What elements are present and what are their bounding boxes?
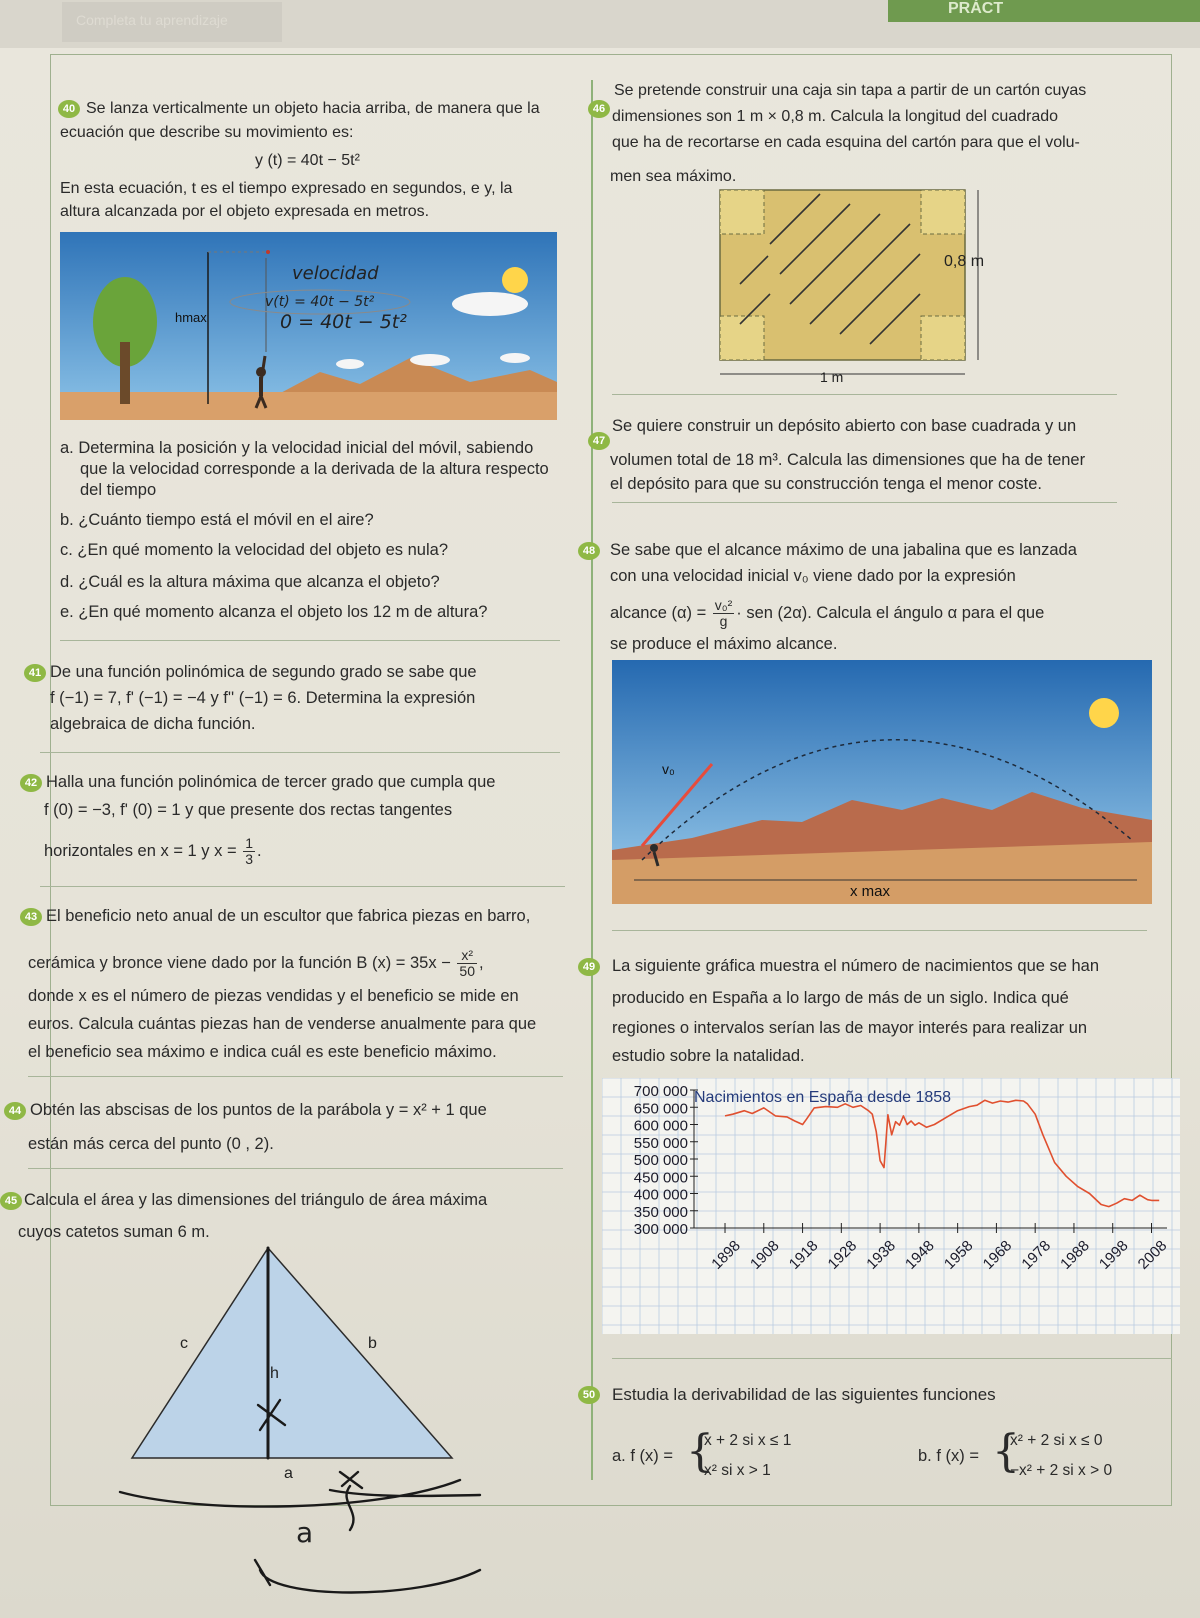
ex50-number-badge: 50 — [578, 1386, 600, 1404]
ex48-line3-text: alcance (α) = — [610, 603, 711, 622]
ex43-fraction — [457, 948, 477, 979]
ex40-line2: ecuación que describe su movimiento es: — [60, 124, 354, 141]
ex42-line2: f (0) = −3, f' (0) = 1 y que presente dos rectas tangentes — [44, 801, 453, 819]
ex50-a-label: a. f (x) = — [612, 1447, 673, 1465]
ex43-frac-den: 50 — [459, 963, 475, 979]
ex40-b: b. ¿Cuánto tiempo está el móvil en el aire? — [60, 511, 374, 529]
ex40-line4: altura alcanzada por el objeto expresada en metros. — [60, 203, 430, 220]
ex49-line1: La siguiente gráfica muestra el número de nacimientos que se han — [612, 957, 1100, 975]
ex43-line5: el beneficio sea máximo e indica cuál es este beneficio máximo. — [28, 1043, 497, 1061]
column-divider — [591, 80, 593, 1480]
ex50-a-brace: { — [686, 1426, 714, 1477]
chart-title: Nacimientos en España desde 1858 — [694, 1089, 952, 1106]
ex45-number-badge: 45 — [0, 1192, 22, 1210]
x-tick-label: 1918 — [785, 1237, 822, 1273]
divider — [612, 1358, 1172, 1359]
ex45-triangle-figure — [100, 1240, 580, 1610]
header-tab: PRÁCT — [888, 0, 1200, 22]
x-tick-label: 1978 — [1018, 1237, 1055, 1273]
y-tick-label: 300 000 — [633, 1221, 688, 1238]
ex40-number-badge: 40 — [58, 100, 80, 118]
ex40-illustration-svg — [60, 232, 557, 420]
ex50-b-row1: x² + 2 si x ≤ 0 — [1010, 1432, 1103, 1449]
ex50-b-label: b. f (x) = — [918, 1447, 979, 1465]
handwritten-a: a — [296, 1516, 314, 1549]
y-tick-label: 600 000 — [633, 1117, 688, 1135]
ex40-equation: y (t) = 40t − 5t² — [255, 152, 360, 169]
divider — [612, 930, 1147, 931]
ex48-frac-den: g — [719, 613, 728, 629]
ex50-title: Estudia la derivabilidad de las siguientes funciones — [612, 1385, 996, 1404]
ex44-line2: están más cerca del punto (0 , 2). — [28, 1135, 274, 1153]
ex43-line1: El beneficio neto anual de un escultor que fabrica piezas en barro, — [46, 907, 531, 925]
handwritten-curves — [120, 1480, 480, 1507]
dim-width-label: 1 m — [820, 369, 844, 384]
x-tick-label: 1928 — [824, 1237, 861, 1273]
ex41-line2: f (−1) = 7, f' (−1) = −4 y f'' (−1) = 6. Determina la expresión — [50, 689, 476, 707]
ex49-number-badge: 49 — [578, 958, 600, 976]
handwritten-word: velocidad — [292, 263, 379, 284]
ex47-line2: volumen total de 18 m³. Calcula las dimensiones que ha de tener — [610, 451, 1086, 469]
divider — [28, 1168, 563, 1169]
ex50-b-brace: { — [992, 1426, 1020, 1477]
ex43-frac-num: x² — [457, 948, 477, 964]
ex42-line3-text: horizontales en x = 1 y x = — [44, 841, 242, 860]
ex46-line1: Se pretende construir una caja sin tapa a partir de un cartón cuyas — [614, 82, 1087, 99]
ex48-fraction — [713, 598, 734, 629]
ex40-line1: Se lanza verticalmente un objeto hacia arriba, de manera que la — [86, 100, 540, 117]
ex44-line1: Obtén las abscisas de los puntos de la parábola y = x² + 1 que — [30, 1101, 487, 1119]
ex48-illustration — [612, 660, 1152, 904]
ex43-line2-end: , — [478, 953, 484, 972]
divider — [28, 1076, 563, 1077]
ex50-a-row2: x² si x > 1 — [704, 1462, 771, 1479]
dim-height-label: 0,8 m — [944, 253, 985, 270]
ex46-line4: men sea máximo. — [610, 168, 737, 185]
y-tick-label: 700 000 — [633, 1083, 688, 1100]
ex42-line1: Halla una función polinómica de tercer grado que cumpla que — [46, 773, 496, 791]
y-tick-label: 550 000 — [633, 1134, 688, 1152]
ex45-line2: cuyos catetos suman 6 m. — [18, 1223, 210, 1241]
ex42-frac-num: 1 — [245, 835, 253, 851]
y-tick-label: 500 000 — [633, 1152, 688, 1169]
ex41-line1: De una función polinómica de segundo grado se sabe que — [50, 663, 477, 681]
ex49-line4: estudio sobre la natalidad. — [612, 1047, 805, 1065]
label-c: c — [180, 1335, 188, 1352]
y-tick-label: 650 000 — [633, 1100, 688, 1118]
ex40-c: c. ¿En qué momento la velocidad del objeto es nula? — [60, 541, 448, 559]
ex40-e: e. ¿En qué momento alcanza el objeto los 12 m de altura? — [60, 603, 488, 621]
ex44-number-badge: 44 — [4, 1102, 26, 1120]
x-tick-label: 1998 — [1095, 1237, 1132, 1273]
ex42-number-badge: 42 — [20, 774, 42, 792]
ground — [60, 392, 557, 420]
sun-icon — [502, 267, 528, 293]
ex47-line1: Se quiere construir un depósito abierto con base cuadrada y un — [612, 417, 1077, 435]
x-tick-label: 1988 — [1057, 1237, 1093, 1273]
hmax-label: hmax — [175, 310, 207, 325]
ex40-line3: En esta ecuación, t es el tiempo expresado en segundos, e y, la — [60, 180, 513, 197]
ex41-number-badge: 41 — [24, 664, 46, 682]
athlete-icon — [650, 844, 658, 852]
ex50-a-row1: x + 2 si x ≤ 1 — [704, 1432, 792, 1449]
ex42-line3 — [44, 836, 262, 867]
divider — [40, 752, 560, 753]
ex40-a-line3: del tiempo — [80, 481, 157, 499]
ex47-line3: el depósito para que su construcción tenga el menor coste. — [610, 475, 1043, 493]
v0-label: v₀ — [662, 761, 675, 777]
ex40-d: d. ¿Cuál es la altura máxima que alcanza el objeto? — [60, 573, 440, 591]
handwritten-velocity-eq: v(t) = 40t − 5t² — [265, 294, 375, 310]
x-tick-label: 1898 — [708, 1237, 744, 1273]
ex48-illustration-svg — [612, 660, 1152, 904]
sun-icon — [1089, 698, 1119, 728]
ex41-line3: algebraica de dicha función. — [50, 715, 256, 733]
cloud-icon — [452, 292, 528, 316]
ex48-line4: se produce el máximo alcance. — [610, 635, 838, 653]
y-tick-label: 400 000 — [633, 1186, 688, 1204]
ex47-number-badge: 47 — [588, 432, 610, 450]
ex40-illustration — [60, 232, 557, 420]
ex43-line2 — [28, 948, 484, 979]
ex46-cardboard-figure — [710, 184, 990, 384]
ex46-line2: dimensiones son 1 m × 0,8 m. Calcula la longitud del cuadrado — [612, 108, 1059, 125]
ex45-line1: Calcula el área y las dimensiones del triángulo de área máxima — [24, 1191, 488, 1209]
y-tick-label: 450 000 — [633, 1169, 688, 1187]
xmax-label: x max — [850, 883, 891, 900]
ex43-number-badge: 43 — [20, 908, 42, 926]
ex42-line3-end: . — [257, 841, 262, 860]
ex49-line3: regiones o intervalos serían las de mayor interés para realizar un — [612, 1019, 1088, 1037]
x-tick-label: 2008 — [1134, 1237, 1171, 1273]
label-a: a — [284, 1465, 293, 1482]
x-tick-label: 1938 — [863, 1237, 899, 1273]
ex46-number-badge: 46 — [588, 100, 610, 118]
y-tick-label: 350 000 — [633, 1203, 688, 1221]
x-tick-label: 1958 — [940, 1237, 977, 1273]
ex48-line2: con una velocidad inicial v₀ viene dado por la expresión — [610, 567, 1016, 585]
ex42-frac-den: 3 — [245, 851, 253, 867]
x-tick-label: 1948 — [902, 1237, 938, 1273]
ex40-a-line1: a. Determina la posición y la velocidad inicial del móvil, sabiendo — [60, 439, 534, 457]
ex46-line3: que ha de recortarse en cada esquina del cartón para que el volu- — [612, 134, 1080, 151]
ex43-line3: donde x es el número de piezas vendidas y el beneficio se mide en — [28, 987, 519, 1005]
divider — [612, 394, 1117, 395]
triangle-shape — [132, 1248, 452, 1458]
ex48-line1: Se sabe que el alcance máximo de una jabalina que es lanzada — [610, 541, 1077, 559]
ex43-line2-text: cerámica y bronce viene dado por la función B (x) = 35x − — [28, 953, 456, 972]
handwritten-lower-curve — [255, 1560, 480, 1593]
cloud-icon — [500, 353, 530, 363]
handwritten-zero-eq: 0 = 40t − 5t² — [280, 311, 407, 333]
ex49-line2: producido en España a lo largo de más de un siglo. Indica qué — [612, 989, 1069, 1007]
x-tick-label: 1968 — [979, 1237, 1016, 1273]
label-b: b — [368, 1335, 377, 1352]
ex48-line3-rest: · sen (2α). Calcula el ángulo α para el que — [736, 603, 1045, 622]
births-line-chart — [602, 1078, 1180, 1334]
x-tick-label: 1908 — [747, 1237, 783, 1273]
ex42-fraction — [243, 836, 255, 867]
ex48-frac-num: v₀² — [714, 597, 733, 613]
ex50-b-row2: −x² + 2 si x > 0 — [1010, 1462, 1113, 1479]
header-band: Completa tu aprendizaje — [62, 2, 282, 42]
divider — [60, 640, 560, 641]
ex40-a-line2: que la velocidad corresponde a la derivada de la altura respecto — [80, 460, 549, 478]
ex48-number-badge: 48 — [578, 542, 600, 560]
ex43-line4: euros. Calcula cuántas piezas han de venderse anualmente para que — [28, 1015, 537, 1033]
label-h: h — [270, 1365, 279, 1382]
divider — [40, 886, 565, 887]
ex48-line3 — [610, 598, 1044, 629]
cloud-icon — [336, 359, 364, 369]
cloud-icon — [410, 354, 450, 366]
divider — [612, 502, 1117, 503]
